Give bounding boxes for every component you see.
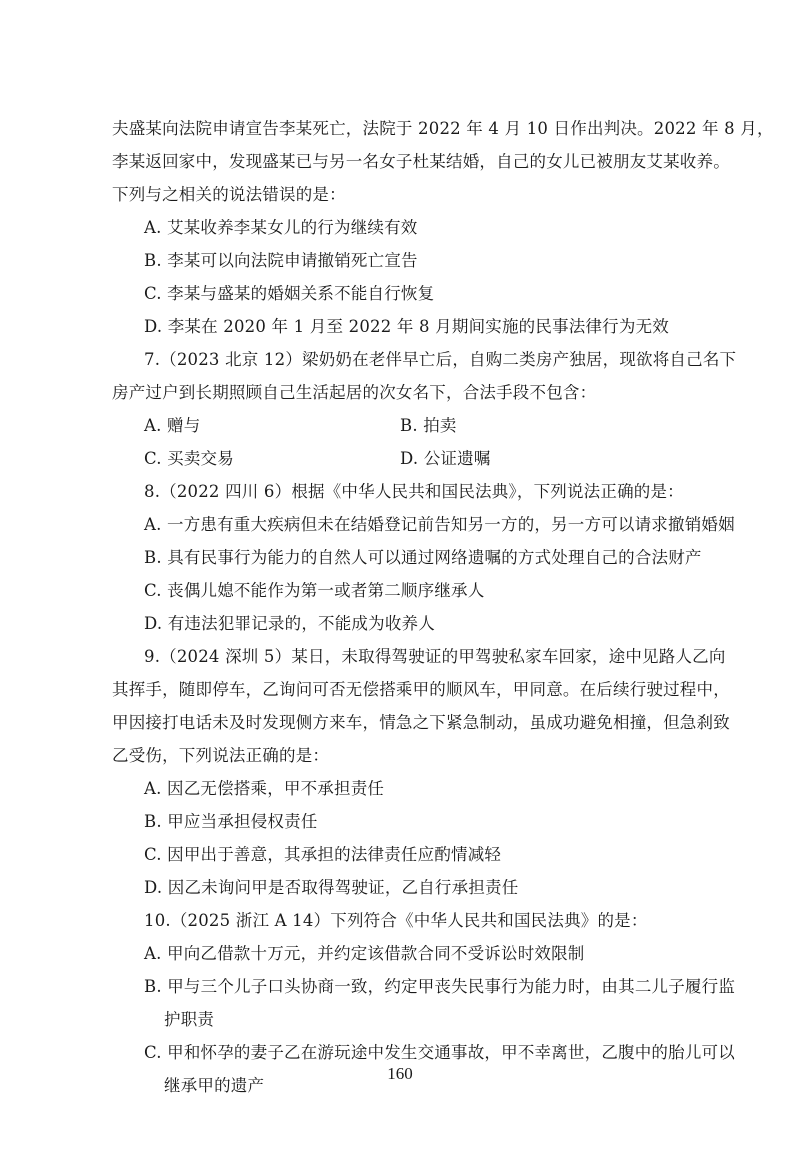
q8-stem-line-1: 8.（2022 四川 6）根据《中华人民共和国民法典》，下列说法正确的是： xyxy=(144,482,684,501)
q9-stem-line-1: 9.（2024 深圳 5）某日，未取得驾驶证的甲驾驶私家车回家，途中见路人乙向 xyxy=(144,647,726,666)
q10-option-c-line-1: C. 甲和怀孕的妻子乙在游玩途中发生交通事故，甲不幸离世，乙腹中的胎儿可以 xyxy=(144,1043,735,1062)
q6-option-d: D. 李某在 2020 年 1 月至 2022 年 8 月期间实施的民事法律行为无效 xyxy=(144,317,669,336)
q6-option-b: B. 李某可以向法院申请撤销死亡宣告 xyxy=(144,251,418,270)
q7-option-a: A. 赠与 xyxy=(144,416,201,435)
q7-option-c: C. 买卖交易 xyxy=(144,449,234,468)
q9-option-a: A. 因乙无偿搭乘，甲不承担责任 xyxy=(144,779,385,798)
q9-stem-line-2: 其挥手，随即停车，乙询问可否无偿搭乘甲的顺风车，甲同意。在后续行驶过程中， xyxy=(112,680,730,699)
q6-option-c: C. 李某与盛某的婚姻关系不能自行恢复 xyxy=(144,284,435,303)
q7-stem-line-2: 房产过户到长期照顾自己生活起居的次女名下，合法手段不包含： xyxy=(112,383,597,402)
q9-stem-line-3: 甲因接打电话未及时发现侧方来车，情急之下紧急制动，虽成功避免相撞，但急刹致 xyxy=(112,713,730,732)
q6-stem-line-3: 下列与之相关的说法错误的是： xyxy=(112,185,346,204)
q7-option-b: B. 拍卖 xyxy=(400,416,457,435)
q10-option-b-line-1: B. 甲与三个儿子口头协商一致，约定甲丧失民事行为能力时，由其二儿子履行监 xyxy=(144,977,736,996)
q10-option-a: A. 甲向乙借款十万元，并约定该借款合同不受诉讼时效限制 xyxy=(144,944,585,963)
q8-option-a: A. 一方患有重大疾病但未在结婚登记前告知另一方的，另一方可以请求撤销婚姻 xyxy=(144,515,735,534)
q10-option-c-line-2: 继承甲的遗产 xyxy=(164,1076,265,1095)
q9-option-d: D. 因乙未询问甲是否取得驾驶证，乙自行承担责任 xyxy=(144,878,519,897)
q9-option-c: C. 因甲出于善意，其承担的法律责任应酌情减轻 xyxy=(144,845,502,864)
q7-option-d: D. 公证遗嘱 xyxy=(400,449,491,468)
page-number: 160 xyxy=(387,1064,413,1083)
q8-option-d: D. 有违法犯罪记录的，不能成为收养人 xyxy=(144,614,435,633)
q10-option-b-line-2: 护职责 xyxy=(164,1010,215,1029)
q8-option-b: B. 具有民事行为能力的自然人可以通过网络遗嘱的方式处理自己的合法财产 xyxy=(144,548,702,567)
q9-option-b: B. 甲应当承担侵权责任 xyxy=(144,812,318,831)
q6-stem-line-1: 夫盛某向法院申请宣告李某死亡，法院于 2022 年 4 月 10 日作出判决。2022 年 8 月， xyxy=(112,119,774,138)
q7-stem-line-1: 7.（2023 北京 12）梁奶奶在老伴早亡后，自购二类房产独居，现欲将自己名下 xyxy=(144,350,737,369)
q10-stem-line-1: 10.（2025 浙江 A 14）下列符合《中华人民共和国民法典》的是： xyxy=(144,911,648,930)
q8-option-c: C. 丧偶儿媳不能作为第一或者第二顺序继承人 xyxy=(144,581,485,600)
q6-option-a: A. 艾某收养李某女儿的行为继续有效 xyxy=(144,218,418,237)
q9-stem-line-4: 乙受伤，下列说法正确的是： xyxy=(112,746,330,765)
q6-stem-line-2: 李某返回家中，发现盛某已与另一名女子杜某结婚，自己的女儿已被朋友艾某收养。 xyxy=(112,152,730,171)
